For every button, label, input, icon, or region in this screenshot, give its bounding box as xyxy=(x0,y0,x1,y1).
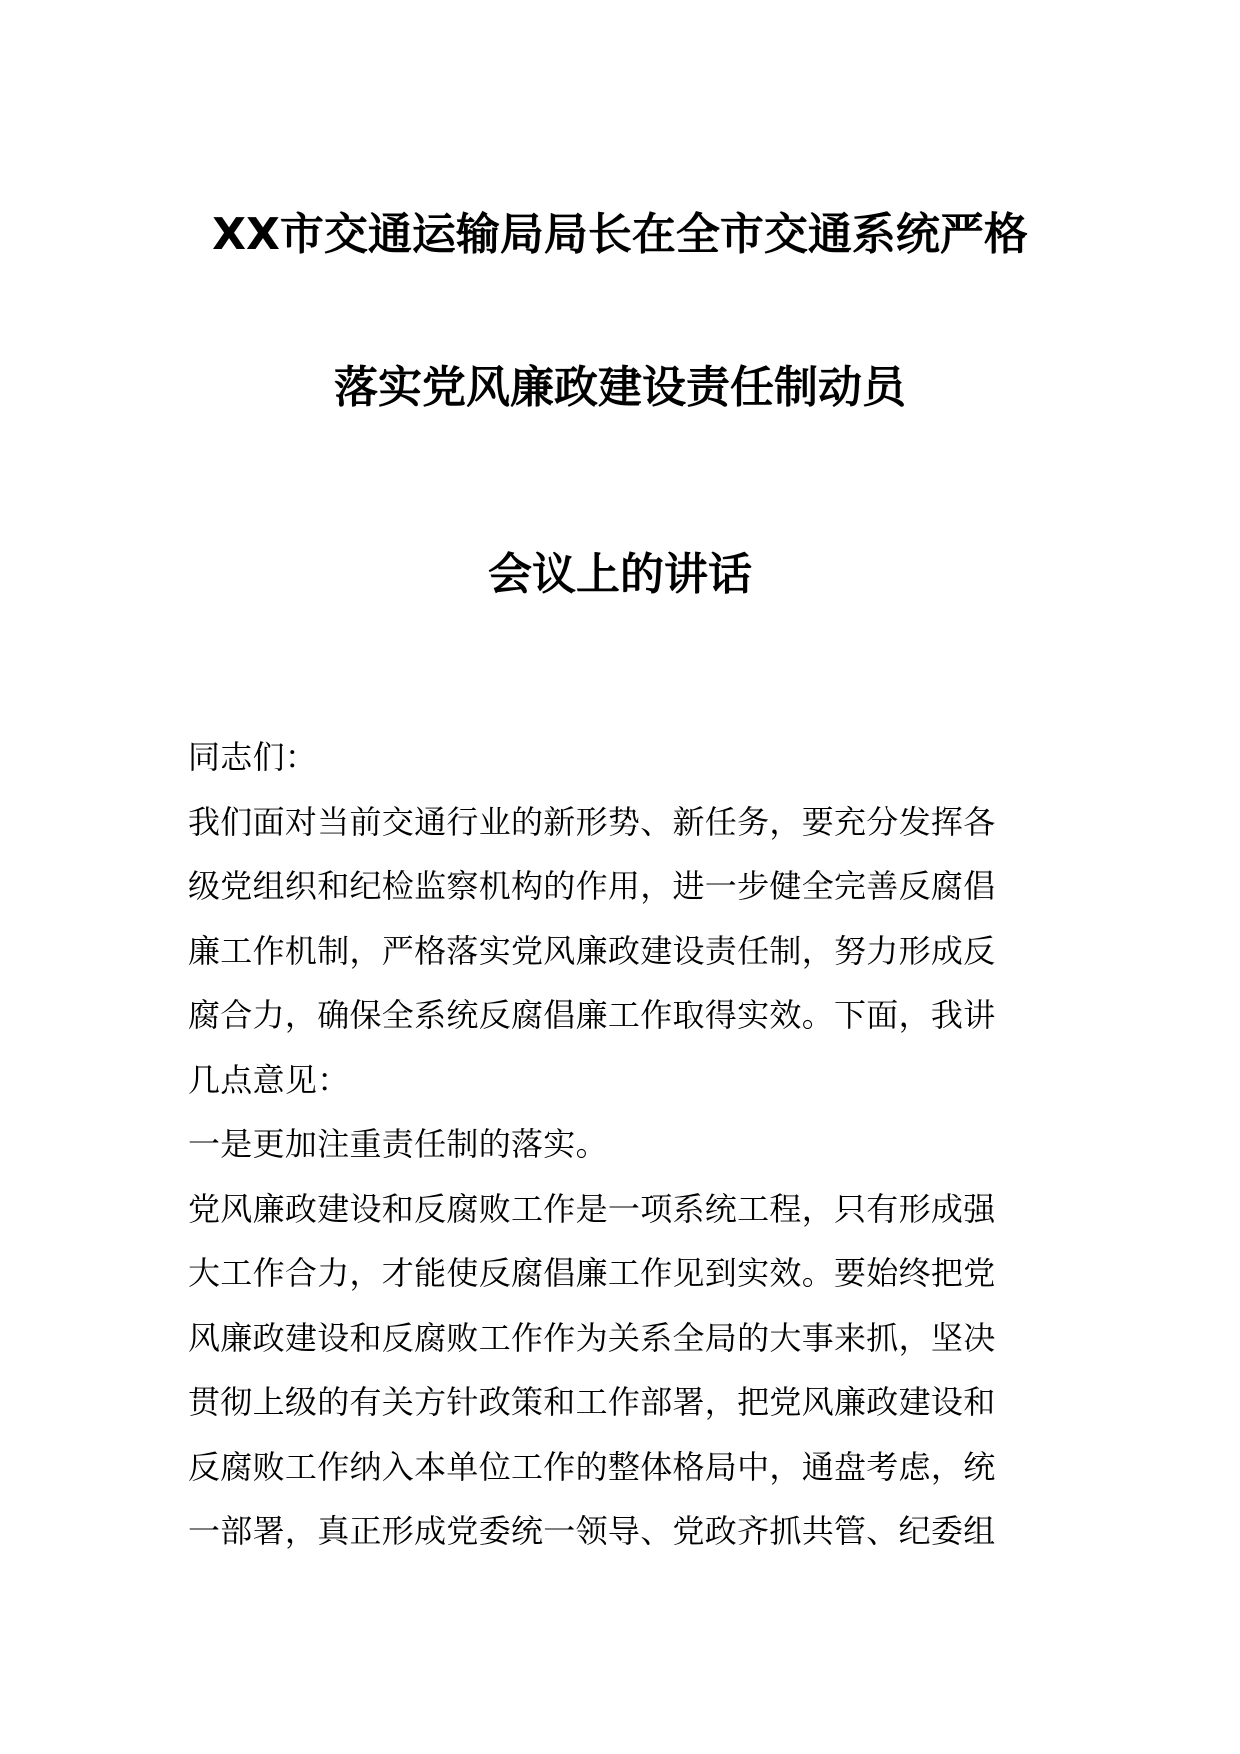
section-heading: 一是更加注重责任制的落实。 xyxy=(188,1125,608,1163)
body-text-line: 贯彻上级的有关方针政策和工作部署，把党风廉政建设和 xyxy=(188,1383,996,1421)
body-text-line: 我们面对当前交通行业的新形势、新任务，要充分发挥各 xyxy=(188,802,996,841)
document-title-line-2: 落实党风廉政建设责任制动员 xyxy=(334,362,906,413)
body-text-line: 党风廉政建设和反腐败工作是一项系统工程，只有形成强 xyxy=(188,1189,996,1228)
document-body xyxy=(188,730,1058,1569)
document-title-line-1: XX市交通运输局局长在全市交通系统严格 xyxy=(212,209,1028,260)
body-text-line: 一部署，真正形成党委统一领导、党政齐抓共管、纪委组 xyxy=(188,1512,996,1550)
body-text-line: 大工作合力，才能使反腐倡廉工作见到实效。要始终把党 xyxy=(188,1254,996,1292)
body-text-line: 反腐败工作纳入本单位工作的整体格局中，通盘考虑，统 xyxy=(188,1447,996,1486)
body-text-line: 风廉政建设和反腐败工作作为关系全局的大事来抓，坚决 xyxy=(188,1318,996,1357)
body-text-line: 腐合力，确保全系统反腐倡廉工作取得实效。下面，我讲 xyxy=(188,996,996,1034)
document-title-line-3: 会议上的讲话 xyxy=(488,549,752,600)
body-text-line: 级党组织和纪检监察机构的作用，进一步健全完善反腐倡 xyxy=(188,867,996,905)
salutation: 同志们： xyxy=(188,738,318,776)
body-text-line: 廉工作机制，严格落实党风廉政建设责任制，努力形成反 xyxy=(188,931,996,970)
body-text-line: 几点意见： xyxy=(188,1060,350,1099)
